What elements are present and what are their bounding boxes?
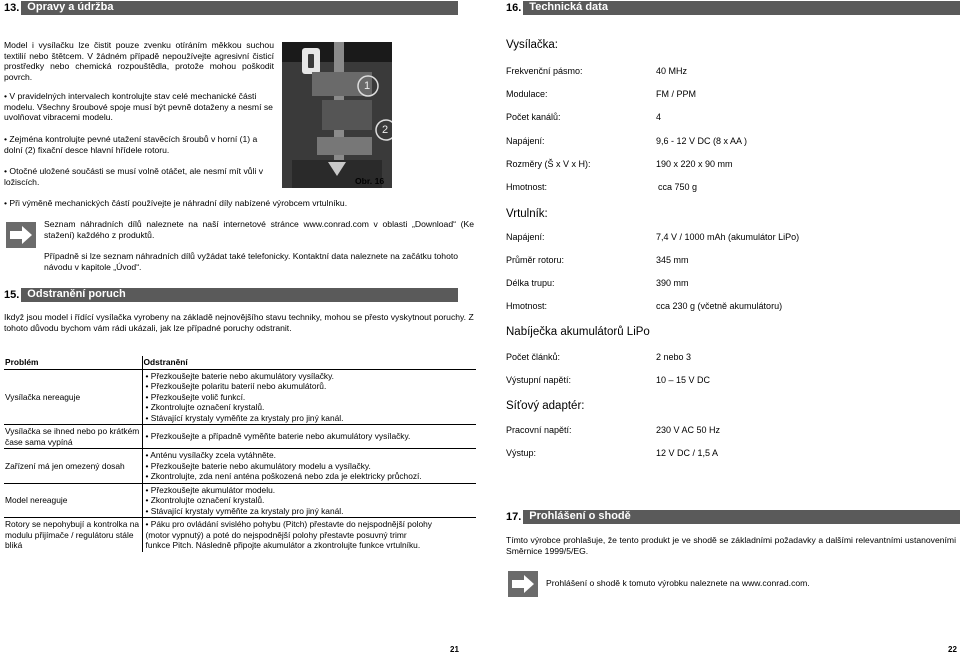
rotor-head-illustration bbox=[282, 42, 392, 188]
spec-value: FM / PPM bbox=[656, 89, 696, 99]
info-arrow-box bbox=[508, 571, 538, 597]
solution-line: (motor vypnutý) a poté do nejspodnější polohy přestavte posuvný trimr bbox=[145, 529, 407, 540]
spec-value: 12 V DC / 1,5 A bbox=[656, 448, 719, 458]
spec-value: 230 V AC 50 Hz bbox=[656, 425, 721, 435]
left-page bbox=[0, 0, 478, 654]
section-title: Odstranění poruch bbox=[27, 288, 126, 301]
spec-key: Frekvenční pásmo: bbox=[506, 66, 583, 76]
table-row bbox=[4, 369, 476, 425]
solution-cell bbox=[142, 449, 476, 484]
troubleshooting-table bbox=[4, 356, 476, 552]
table-row bbox=[4, 483, 476, 518]
spec-value: 9,6 - 12 V DC (8 x AA ) bbox=[656, 136, 748, 146]
section-number: 17. bbox=[506, 511, 522, 523]
spec-key: Počet kanálů: bbox=[506, 112, 561, 122]
spare-parts-note: Seznam náhradních dílů naleznete na naší internetové stránce www.conrad.com v oblasti „Download“ (Ke stažení) každého z produktů. bbox=[44, 219, 474, 240]
spec-key: Rozměry (Š x V x H): bbox=[506, 159, 591, 169]
table-row bbox=[4, 518, 476, 552]
spec-key: Průměr rotoru: bbox=[506, 255, 565, 265]
spec-key: Výstupní napětí: bbox=[506, 375, 572, 385]
section-header-15 bbox=[2, 288, 458, 302]
solution-line: • Anténu vysílačky zcela vytáhněte. bbox=[145, 450, 276, 460]
solution-line: • Zkontrolujte označení krystalů. bbox=[145, 402, 265, 412]
section-number: 13. bbox=[4, 2, 20, 14]
section-title: Prohlášení o shodě bbox=[529, 510, 631, 523]
table-row bbox=[4, 425, 476, 449]
section-title: Opravy a údržba bbox=[27, 1, 114, 14]
spec-key: Hmotnost: bbox=[506, 182, 548, 192]
spec-key: Modulace: bbox=[506, 89, 548, 99]
solution-line: • Přezkoušejte akumulátor modelu. bbox=[145, 484, 276, 495]
spec-value: 7,4 V / 1000 mAh (akumulátor LiPo) bbox=[656, 232, 800, 242]
spec-value: 40 MHz bbox=[656, 66, 688, 76]
spec-key: Výstup: bbox=[506, 448, 537, 458]
spec-value: 4 bbox=[656, 112, 662, 122]
spec-key: Napájení: bbox=[506, 136, 545, 146]
right-page bbox=[482, 0, 960, 654]
spec-value: 2 nebo 3 bbox=[656, 352, 692, 362]
solution-line: • Stávající krystaly vyměňte za krystaly pro jiný kanál. bbox=[145, 505, 344, 516]
spec-key: Délka trupu: bbox=[506, 278, 555, 288]
solution-line: • Zkontrolujte, zda není anténa poškozená nebo zda je elektricky průchozí. bbox=[145, 471, 422, 481]
phone-note: Případně si lze seznam náhradních dílů vyžádat také telefonicky. Kontaktní data naleznete na začátku tohoto návodu v kapitole „Úvod“. bbox=[44, 251, 459, 272]
spec-key: Hmotnost: bbox=[506, 301, 548, 311]
helicopter-heading: Vrtulník: bbox=[506, 208, 548, 220]
spec-value: 390 mm bbox=[656, 278, 689, 288]
section-number: 16. bbox=[506, 2, 522, 14]
bullet-spare-parts: • Při výměně mechanických částí používejte je náhradní díly nabízené výrobcem vrtulníku. bbox=[4, 198, 348, 208]
spec-value: 190 x 220 x 90 mm bbox=[656, 159, 733, 169]
solution-line: • Páku pro ovládání svislého pohybu (Pitch) přestavte do nejspodnější polohy bbox=[145, 519, 432, 529]
solution-line: • Zkontrolujte označení krystalů. bbox=[145, 495, 265, 505]
table-header-row bbox=[4, 356, 476, 369]
declaration-text: Tímto výrobce prohlašuje, že tento produkt je ve shodě se základními požadavky a dalšími relevantními ustanoveními Směrnice 1999/5/EG. bbox=[506, 535, 956, 556]
page-number: 22 bbox=[948, 645, 957, 654]
solution-line: • Přezkoušejte polaritu baterií nebo akumulátorů. bbox=[145, 381, 327, 391]
header-solution: Odstranění bbox=[142, 356, 476, 369]
figure-marker-1: 1 bbox=[364, 80, 371, 92]
spec-key: Pracovní napětí: bbox=[506, 425, 572, 435]
section-header-16 bbox=[504, 1, 960, 15]
solution-cell bbox=[142, 425, 476, 449]
problem-cell: Rotory se nepohybují a kontrolka na modulu přijímače / regulátoru stále bliká bbox=[4, 518, 142, 552]
problem-cell: Model nereaguje bbox=[4, 483, 142, 518]
spec-value: 10 – 15 V DC bbox=[656, 375, 711, 385]
solution-line: • Stávající krystaly vyměňte za krystaly pro jiný kanál. bbox=[145, 412, 344, 423]
solution-line: • Přezkoušejte baterie nebo akumulátory modelu a vysílačky. bbox=[145, 460, 371, 471]
solution-line: funkce Pitch. Následně připojte akumulátor a zkontrolujte funkce vrtulníku. bbox=[145, 540, 421, 550]
problem-cell: Vysílačka se ihned nebo po krátkém čase sama vypíná bbox=[4, 425, 142, 449]
header-problem: Problém bbox=[4, 356, 142, 369]
solution-cell bbox=[142, 483, 476, 518]
problem-cell: Zařízení má jen omezený dosah bbox=[4, 449, 142, 484]
spec-value: cca 230 g (včetně akumulátoru) bbox=[656, 301, 783, 311]
rotor-head-photo bbox=[282, 42, 392, 188]
figure-caption: Obr. 16 bbox=[355, 176, 385, 186]
page-number: 21 bbox=[450, 645, 459, 654]
bullet-mechanics: • V pravidelných intervalech kontrolujte stav celé mechanické části modelu. Všechny šroubové spoje musí být pevně dotaženy a nesmí se uvolňovat vibracemi modelu. bbox=[4, 91, 273, 123]
spec-value: 345 mm bbox=[656, 255, 689, 265]
info-arrow-box bbox=[6, 222, 36, 248]
cleaning-paragraph: Model i vysílačku lze čistit pouze zvenku otíráním měkkou suchou textilií nebo štětcem. V žádném případě nepoužívejte agresivní čisticí prostředky nebo chemická rozpouštědla, protože mohou poškodit povrch. bbox=[4, 40, 274, 83]
solution-cell bbox=[142, 369, 476, 425]
spec-value: cca 750 g bbox=[658, 182, 698, 192]
charger-heading: Nabíječka akumulátorů LiPo bbox=[506, 326, 650, 338]
solution-line: • Přezkoušejte volič funkcí. bbox=[145, 391, 246, 402]
table-row bbox=[4, 449, 476, 484]
adapter-heading: Síťový adaptér: bbox=[506, 400, 585, 412]
section-header-17 bbox=[504, 510, 960, 524]
bullet-bearings: • Otočné uložené součásti se musí volně otáčet, ale nesmí mít vůli v ložiscích. bbox=[4, 166, 264, 187]
right-arrow-icon bbox=[6, 222, 36, 248]
declaration-note: Prohlášení o shodě k tomuto výrobku naleznete na www.conrad.com. bbox=[546, 578, 810, 588]
section-title: Technická data bbox=[529, 1, 608, 14]
spec-key: Napájení: bbox=[506, 232, 545, 242]
solution-line: • Přezkoušejte baterie nebo akumulátory vysílačky. bbox=[145, 370, 335, 381]
spec-key: Počet článků: bbox=[506, 352, 561, 362]
transmitter-heading: Vysílačka: bbox=[506, 39, 558, 51]
troubleshooting-intro: Ikdyž jsou model i řídící vysílačka vyrobeny na základě nejnovějšího stavu techniky, mohou se přesto vyskytnout poruchy. Z tohoto důvodu bychom vám rádi ukázali, jak lze případné poruchy odstranit. bbox=[4, 312, 474, 333]
problem-cell: Vysílačka nereaguje bbox=[4, 369, 142, 425]
section-number: 15. bbox=[4, 289, 20, 301]
right-arrow-icon bbox=[508, 571, 538, 597]
figure-marker-2: 2 bbox=[382, 124, 389, 136]
solution-line: • Přezkoušejte a případně vyměňte baterie nebo akumulátory vysílačky. bbox=[145, 431, 411, 442]
section-header-13 bbox=[2, 1, 458, 15]
bullet-screws: • Zejména kontrolujte pevné utažení stavěcích šroubů v horní (1) a dolní (2) fixační desce hlavní hřídele rotoru. bbox=[4, 134, 258, 155]
solution-cell bbox=[142, 518, 476, 552]
